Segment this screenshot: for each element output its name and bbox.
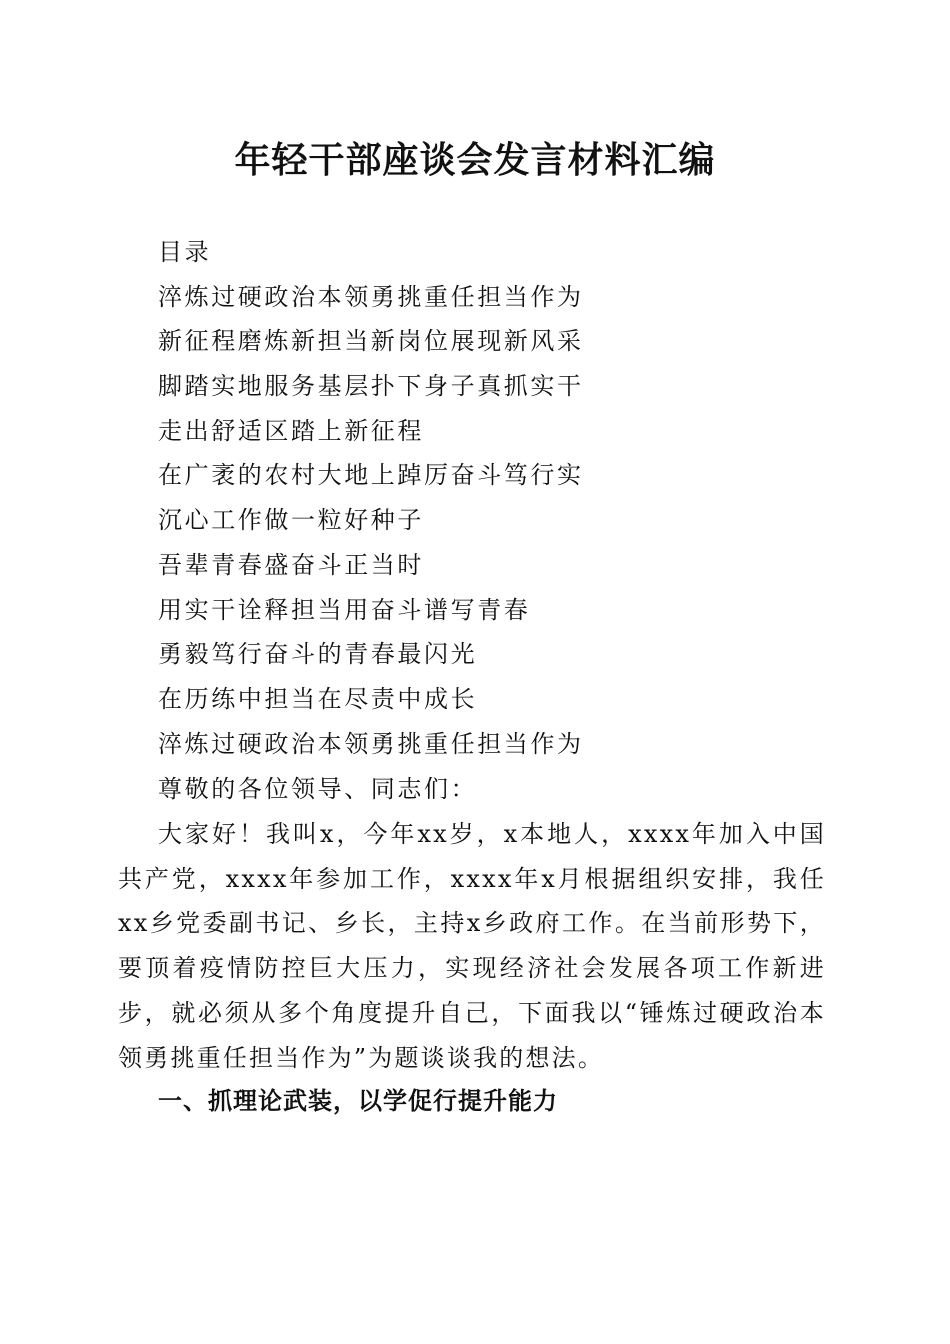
toc-item: 脚踏实地服务基层扑下身子真抓实干	[158, 372, 584, 401]
toc-item: 淬炼过硬政治本领勇挑重任担当作为	[158, 282, 584, 311]
toc-item: 走出舒适区踏上新征程	[158, 416, 424, 445]
toc-heading: 目录	[158, 238, 212, 266]
toc-item: 用实干诠释担当用奋斗谱写青春	[158, 595, 531, 624]
toc-item: 吾辈青春盛奋斗正当时	[158, 550, 424, 579]
toc-item: 沉心工作做一粒好种子	[158, 506, 424, 535]
toc-item: 勇毅笃行奋斗的青春最闪光	[158, 640, 478, 669]
toc-item: 淬炼过硬政治本领勇挑重任担当作为	[158, 729, 584, 758]
section-heading: 一、抓理论武装，以学促行提升能力	[158, 1087, 558, 1115]
toc-item: 在广袤的农村大地上踔厉奋斗笃行实	[158, 461, 584, 490]
body-paragraph: 大家好！我叫x，今年xx岁，x本地人，xxxx年加入中国共产党，xxxx年参加工作，xxxx年x月根据组织安排，我任xx乡党委副书记、乡长，主持x乡政府工作。在当前形势下，要顶着疫情防控巨大压力，实现经济社会发展各项工作新进步，就必须从多个角度提升自己，下面我以“锤炼过硬政治本领勇挑重任担当作为”为题谈谈我的想法。	[118, 820, 826, 1072]
toc-item: 在历练中担当在尽责中成长	[158, 684, 478, 713]
greeting: 尊敬的各位领导、同志们：	[158, 775, 478, 803]
toc-item: 新征程磨炼新担当新岗位展现新风采	[158, 327, 584, 356]
table-of-contents	[158, 230, 584, 766]
document-title: 年轻干部座谈会发言材料汇编	[234, 139, 716, 181]
